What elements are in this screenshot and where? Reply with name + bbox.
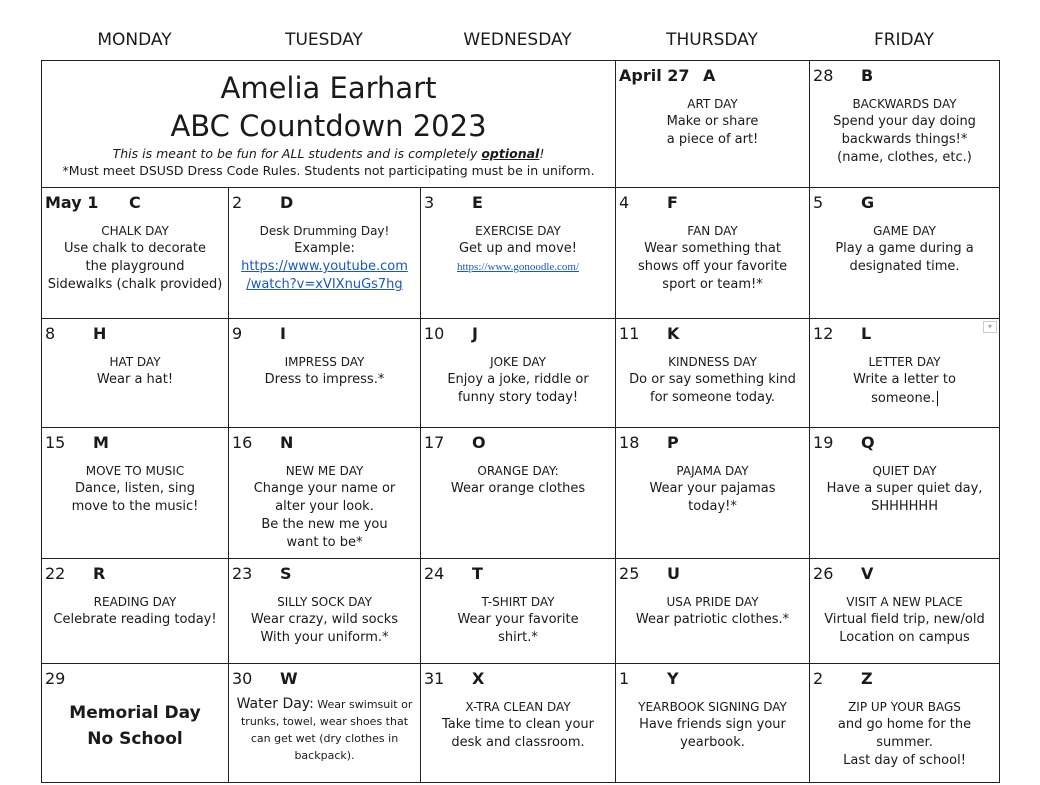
day-cell[interactable] <box>421 559 616 664</box>
day-title: GAME DAY <box>873 224 936 238</box>
day-number: 8 <box>45 324 56 343</box>
resource-link[interactable]: /watch?v=xVIXnuGs7hg <box>246 277 403 292</box>
day-letter: F <box>667 193 678 212</box>
day-title: FAN DAY <box>687 224 738 238</box>
day-letter: R <box>93 564 106 583</box>
day-cell[interactable] <box>42 664 229 783</box>
day-cell[interactable] <box>810 61 1000 188</box>
day-header <box>810 61 999 93</box>
day-header <box>229 559 420 591</box>
day-title: CHALK DAY <box>101 224 169 238</box>
day-title: KINDNESS DAY <box>668 355 757 369</box>
day-header <box>42 559 228 591</box>
day-description: SHHHHHH <box>871 499 938 514</box>
day-number: 3 <box>424 193 435 212</box>
day-cell[interactable] <box>616 559 810 664</box>
day-number: 9 <box>232 324 243 343</box>
day-cell[interactable] <box>616 188 810 319</box>
day-letter: L <box>861 324 872 343</box>
day-description: Take time to clean your <box>442 717 594 732</box>
day-number: 22 <box>45 564 66 583</box>
day-number: 5 <box>813 193 824 212</box>
day-cell[interactable] <box>229 664 421 783</box>
day-description: for someone today. <box>650 390 775 405</box>
day-cell[interactable] <box>810 559 1000 664</box>
day-number: 30 <box>232 669 253 688</box>
day-letter: E <box>472 193 483 212</box>
day-description: a piece of art! <box>666 132 759 147</box>
dress-code-note: *Must meet DSUSD Dress Code Rules. Students not participating must be in uniform. <box>62 163 595 178</box>
day-description: funny story today! <box>457 390 579 405</box>
day-letter: T <box>472 564 483 583</box>
day-header <box>421 664 615 696</box>
day-cell[interactable] <box>810 319 1000 428</box>
day-description: shirt.* <box>498 630 538 645</box>
day-number: 16 <box>232 433 253 452</box>
day-description: alter your look. <box>275 499 374 514</box>
day-cell[interactable] <box>42 559 229 664</box>
day-letter: D <box>280 193 294 212</box>
day-title: SILLY SOCK DAY <box>277 595 372 609</box>
calendar-title: Amelia Earhart <box>220 71 437 105</box>
day-header <box>42 664 228 696</box>
day-title: ART DAY <box>687 97 738 111</box>
weekday-header-wednesday: WEDNESDAY <box>463 30 572 50</box>
resource-link[interactable]: https://www.youtube.com <box>241 259 408 274</box>
day-description: Get up and move! <box>458 241 578 256</box>
day-description: sport or team!* <box>662 277 763 292</box>
day-number: 23 <box>232 564 253 583</box>
day-letter: J <box>472 324 478 343</box>
day-header <box>421 559 615 591</box>
day-description: someone. <box>871 391 935 406</box>
day-title: BACKWARDS DAY <box>852 97 957 111</box>
day-number: 2 <box>232 193 243 212</box>
day-header <box>421 188 615 220</box>
day-description: Wear your pajamas <box>649 481 776 496</box>
day-header <box>810 664 999 696</box>
dropdown-toggle-icon[interactable]: ▾ <box>983 321 997 333</box>
holiday-label: Memorial Day <box>69 703 201 723</box>
day-title: READING DAY <box>93 595 177 609</box>
day-letter: H <box>93 324 107 343</box>
day-description: backwards things!* <box>841 132 968 147</box>
day-description: today!* <box>688 499 737 514</box>
day-header <box>810 319 999 351</box>
day-header <box>616 664 809 696</box>
day-title: T-SHIRT DAY <box>481 595 555 609</box>
day-number: 1 <box>619 669 630 688</box>
day-header <box>229 188 420 220</box>
day-title: YEARBOOK SIGNING DAY <box>638 700 787 714</box>
day-cell[interactable] <box>229 319 421 428</box>
day-description: Change your name or <box>253 481 396 496</box>
day-description: Play a game during a <box>835 241 974 256</box>
day-description: yearbook. <box>680 735 745 750</box>
day-description: Be the new me you <box>261 517 388 532</box>
weekday-header-tuesday: TUESDAY <box>285 30 363 50</box>
day-header <box>810 188 999 220</box>
day-header <box>42 188 228 220</box>
day-description: Dress to impress.* <box>264 372 385 387</box>
day-cell[interactable] <box>42 188 229 319</box>
holiday-label: No School <box>87 729 183 749</box>
day-number: 28 <box>813 66 834 85</box>
day-number: 17 <box>424 433 445 452</box>
day-letter: M <box>93 433 109 452</box>
day-cell[interactable] <box>616 61 810 188</box>
day-description: Use chalk to decorate <box>64 241 206 256</box>
weekday-header-thursday: THURSDAY <box>666 30 758 50</box>
day-description: Wear a hat! <box>96 372 174 387</box>
optional-note: This is meant to be fun for ALL students and is completely optional! <box>112 146 545 161</box>
day-cell[interactable] <box>229 188 421 319</box>
day-cell[interactable] <box>810 188 1000 319</box>
day-description: designated time. <box>849 259 960 274</box>
weekday-header-friday: FRIDAY <box>873 30 935 50</box>
day-number: 19 <box>813 433 834 452</box>
day-description: shows off your favorite <box>637 259 788 274</box>
day-letter: X <box>472 669 485 688</box>
day-description: Sidewalks (chalk provided) <box>47 277 223 292</box>
day-letter: K <box>667 324 680 343</box>
day-letter: Y <box>667 669 679 688</box>
day-header <box>616 319 809 351</box>
day-description: (name, clothes, etc.) <box>837 150 972 165</box>
day-letter: U <box>667 564 681 583</box>
day-letter: G <box>861 193 875 212</box>
resource-link[interactable]: https://www.gonoodle.com/ <box>456 261 580 273</box>
day-title: ORANGE DAY: <box>477 464 559 478</box>
day-header <box>616 428 809 460</box>
day-number: 12 <box>813 324 834 343</box>
day-number: 24 <box>424 564 445 583</box>
day-title: EXERCISE DAY <box>475 224 561 238</box>
day-title: USA PRIDE DAY <box>666 595 759 609</box>
day-number: 11 <box>619 324 640 343</box>
day-cell[interactable] <box>229 428 421 559</box>
day-title: QUIET DAY <box>872 464 937 478</box>
day-letter: S <box>280 564 292 583</box>
day-number: 25 <box>619 564 640 583</box>
day-letter: I <box>280 324 286 343</box>
text-cursor <box>937 391 938 406</box>
day-letter: A <box>703 66 716 85</box>
day-title: HAT DAY <box>109 355 161 369</box>
day-description: Wear orange clothes <box>450 481 586 496</box>
day-letter: Z <box>861 669 873 688</box>
day-title: MOVE TO MUSIC <box>85 464 185 478</box>
day-number: 2 <box>813 669 824 688</box>
day-letter: N <box>280 433 294 452</box>
day-title: LETTER DAY <box>868 355 941 369</box>
day-cell[interactable] <box>616 319 810 428</box>
day-description: Example: <box>294 241 355 256</box>
day-letter: O <box>472 433 486 452</box>
day-title: X-TRA CLEAN DAY <box>465 700 571 714</box>
day-description: move to the music! <box>71 499 199 514</box>
day-description: summer. <box>876 735 933 750</box>
day-number: 10 <box>424 324 445 343</box>
day-description: Wear your favorite <box>457 612 579 627</box>
day-number: 29 <box>45 669 66 688</box>
day-description: Celebrate reading today! <box>53 612 217 627</box>
day-description: Location on campus <box>839 630 970 645</box>
day-cell[interactable] <box>810 664 1000 783</box>
day-description: Have a super quiet day, <box>826 481 983 496</box>
day-title: ZIP UP YOUR BAGS <box>848 700 961 714</box>
banner-cell <box>42 61 616 188</box>
weekday-header-monday: MONDAY <box>97 30 172 50</box>
day-number: 4 <box>619 193 630 212</box>
day-header <box>616 188 809 220</box>
day-title: NEW ME DAY <box>285 464 364 478</box>
day-cell[interactable] <box>42 319 229 428</box>
day-cell[interactable] <box>421 319 616 428</box>
day-number: April 27 <box>619 66 690 85</box>
day-description: Do or say something kind <box>629 372 796 387</box>
day-description: Have friends sign your <box>639 717 786 732</box>
day-description: Write a letter to <box>853 372 956 387</box>
day-letter: Q <box>861 433 875 452</box>
day-header <box>229 428 420 460</box>
day-number: 18 <box>619 433 640 452</box>
water-day-text: Water Day: Wear swimsuit or trunks, towel, wear shoes that can get wet (dry clothes in backpack). <box>236 696 413 762</box>
day-description: Wear patriotic clothes.* <box>635 612 790 627</box>
day-title: Desk Drumming Day! <box>259 224 390 238</box>
day-letter: W <box>280 669 298 688</box>
day-description: and go home for the <box>837 717 972 732</box>
day-title: VISIT A NEW PLACE <box>846 595 963 609</box>
day-number: May 1 <box>45 193 99 212</box>
day-header <box>229 664 420 696</box>
day-header <box>42 319 228 351</box>
day-title: PAJAMA DAY <box>676 464 749 478</box>
day-header <box>616 559 809 591</box>
day-cell[interactable] <box>229 559 421 664</box>
day-cell[interactable] <box>616 428 810 559</box>
day-header <box>421 428 615 460</box>
day-letter: B <box>861 66 874 85</box>
day-description: desk and classroom. <box>451 735 585 750</box>
day-description: Wear crazy, wild socks <box>250 612 399 627</box>
day-description: With your uniform.* <box>260 630 389 645</box>
day-header <box>810 428 999 460</box>
day-letter: V <box>861 564 874 583</box>
day-number: 15 <box>45 433 66 452</box>
day-description: Wear something that <box>644 241 781 256</box>
calendar-subtitle: ABC Countdown 2023 <box>170 109 487 143</box>
countdown-calendar <box>41 60 1000 783</box>
day-description: Enjoy a joke, riddle or <box>447 372 589 387</box>
day-header <box>421 319 615 351</box>
day-header <box>42 428 228 460</box>
day-description: Make or share <box>666 114 759 129</box>
day-cell[interactable] <box>810 428 1000 559</box>
day-header <box>810 559 999 591</box>
day-number: 31 <box>424 669 445 688</box>
day-cell[interactable] <box>42 428 229 559</box>
day-description: Last day of school! <box>843 753 966 768</box>
day-description: want to be* <box>286 535 363 550</box>
day-description: Spend your day doing <box>833 114 976 129</box>
day-cell[interactable] <box>421 428 616 559</box>
day-cell[interactable] <box>421 664 616 783</box>
day-title: IMPRESS DAY <box>284 355 365 369</box>
day-description: the playground <box>85 259 185 274</box>
day-number: 26 <box>813 564 834 583</box>
day-title: JOKE DAY <box>490 355 546 369</box>
day-cell[interactable] <box>421 188 616 319</box>
day-header <box>616 61 809 93</box>
day-header <box>229 319 420 351</box>
day-description: Virtual field trip, new/old <box>824 612 985 627</box>
day-description: Dance, listen, sing <box>74 481 196 496</box>
day-letter: C <box>129 193 141 212</box>
day-letter: P <box>667 433 679 452</box>
day-cell[interactable] <box>616 664 810 783</box>
